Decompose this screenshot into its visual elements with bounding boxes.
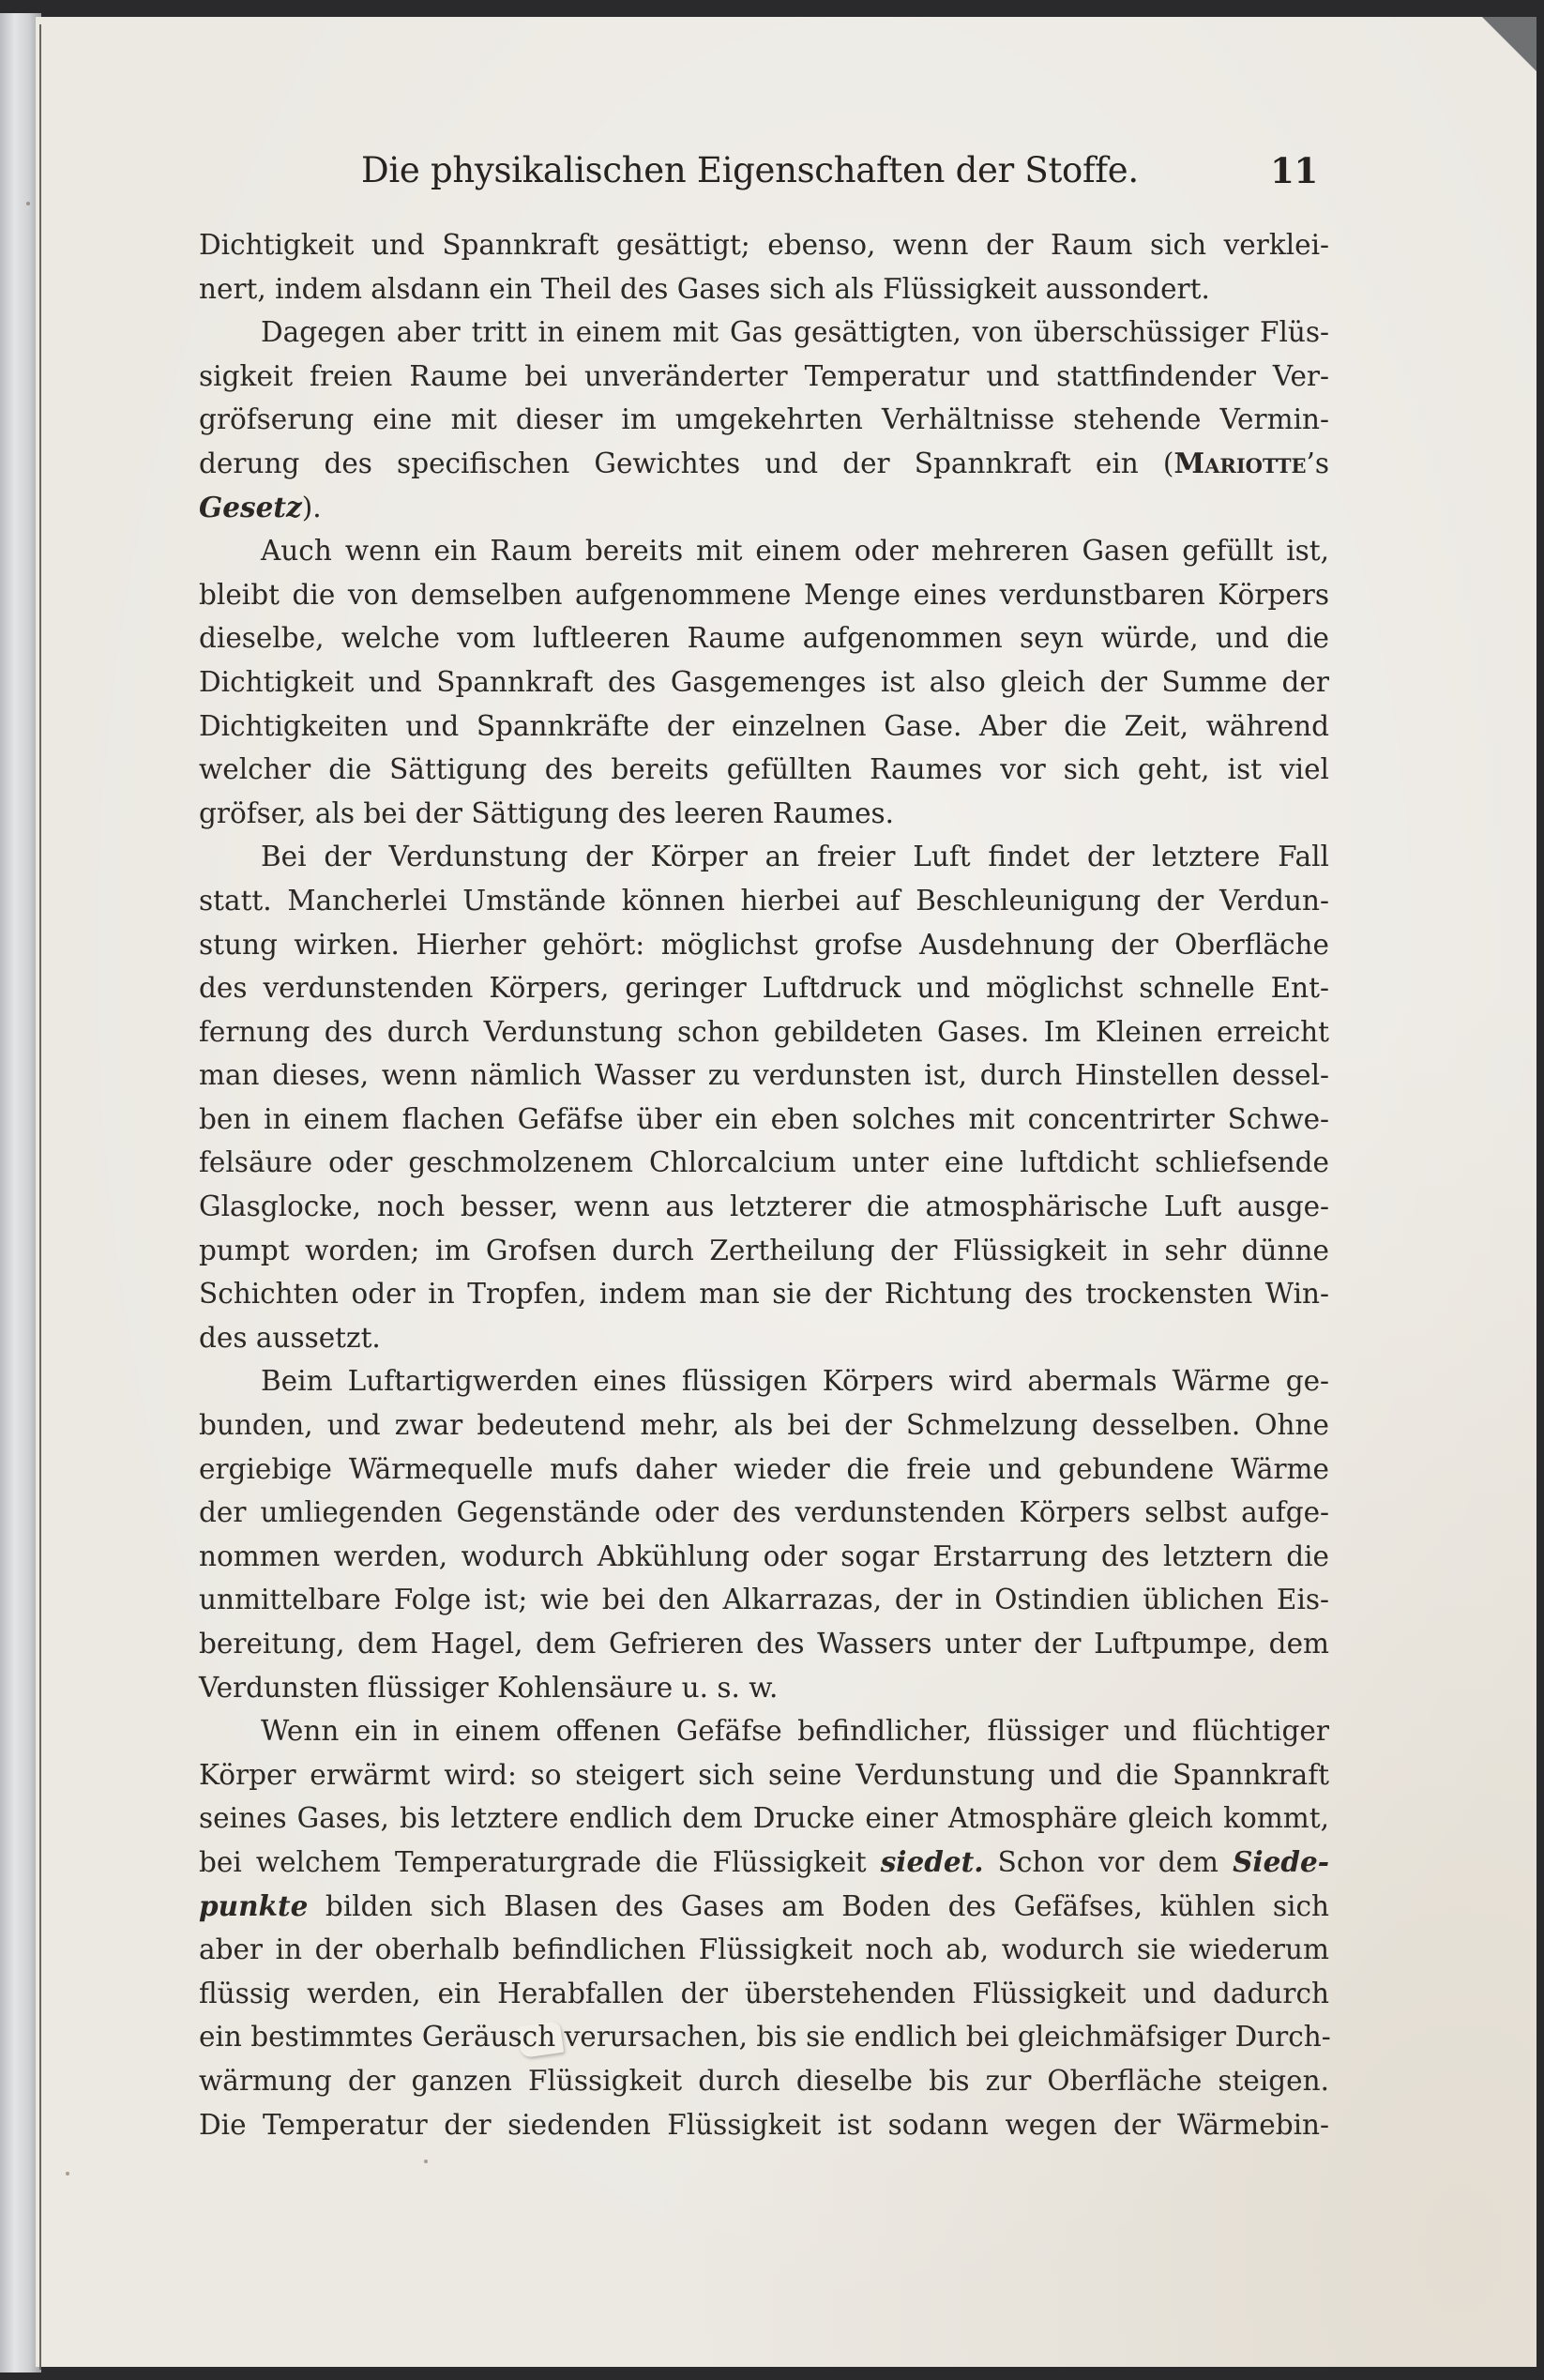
text-line [199,1709,1329,1753]
text-line [199,660,1329,705]
text-segment: bereitung, dem Hagel, dem Gefrieren des Wassers unter der Luftpumpe, dem [199,1628,1329,1660]
text-segment: flüssig werden, ein Herabfallen der überstehenden Flüssigkeit und dadurch [199,1977,1329,2009]
text-segment: gröfserung eine mit dieser im umgekehrten Verhältnisse stehende Vermin- [199,403,1329,436]
text-segment: bei welchem Temperaturgrade die Flüssigkeit [199,1845,881,1878]
text-line [199,1010,1329,1054]
emphasis-text: punkte [199,1888,309,1922]
text-line [199,355,1329,399]
body-text [199,223,1329,2146]
text-segment: welcher die Sättigung des bereits gefüllten Raumes vor sich geht, ist viel [199,753,1329,786]
text-line [199,1229,1329,1273]
text-segment: Verdunsten flüssiger Kohlensäure u. s. w. [199,1671,779,1704]
text-line [199,2103,1329,2147]
text-segment: derung des specifischen Gewichtes und der Spannkraft ein ( [199,447,1174,479]
text-segment: Auch wenn ein Raum bereits mit einem oder mehreren Gasen gefüllt ist, [261,535,1329,568]
text-line [199,792,1329,836]
text-segment: dieselbe, welche vom luftleeren Raume aufgenommen seyn würde, und die [199,622,1329,655]
text-line [199,1666,1329,1710]
text-segment: bunden, und zwar bedeutend mehr, als bei der Schmelzung desselben. Ohne [199,1409,1329,1442]
text-line [199,1841,1329,1885]
text-line [199,1403,1329,1448]
text-line [199,573,1329,617]
text-segment: unmittelbare Folge ist; wie bei den Alkarrazas, der in Ostindien üblichen Eis- [199,1584,1329,1616]
text-line [199,223,1329,267]
text-segment: wärmung der ganzen Flüssigkeit durch dieselbe bis zur Oberfläche steigen. [199,2064,1329,2097]
text-segment: man dieses, wenn nämlich Wasser zu verdunsten ist, durch Hinstellen dessel- [199,1059,1329,1092]
text-segment: Glasglocke, noch besser, wenn aus letzterer die atmosphärische Luft ausge- [199,1190,1329,1223]
text-segment: des verdunstenden Körpers, geringer Luftdruck und möglichst schnelle Ent- [199,972,1329,1005]
emphasis-text: Siede- [1233,1844,1329,1878]
text-line [199,1928,1329,1972]
text-segment: fernung des durch Verdunstung schon gebildeten Gases. Im Kleinen erreicht [199,1015,1329,1048]
text-line [199,1578,1329,1622]
text-line [199,1141,1329,1185]
text-segment: ein bestimmtes Geräusch verursachen, bis sie endlich bei gleichmäfsiger Durch- [199,2021,1331,2054]
paper-speck [424,2160,428,2163]
paper-speck [66,2172,69,2175]
text-line [199,1753,1329,1797]
text-segment: pumpt worden; im Grofsen durch Zertheilung der Flüssigkeit in sehr dünne [199,1234,1329,1266]
text-line [199,1272,1329,1316]
page-number: 11 [1270,150,1318,191]
text-line [199,1316,1329,1360]
text-segment: stung wirken. Hierher gehört: möglichst grofse Ausdehnung der Oberfläche [199,928,1329,961]
text-segment: Dagegen aber tritt in einem mit Gas gesättigten, von überschüssiger Flüs- [261,316,1329,349]
text-line [199,486,1329,530]
paper-speck [26,202,30,205]
running-head-title: Die physikalischen Eigenschaften der Stoffe. [361,150,1139,190]
text-segment: der umliegenden Gegenstände oder des verdunstenden Körpers selbst aufge- [199,1496,1329,1529]
text-line [199,1491,1329,1535]
text-line [199,748,1329,792]
text-segment: statt. Mancherlei Umstände können hierbei auf Beschleunigung der Verdun- [199,884,1329,917]
text-line [199,398,1329,442]
text-segment: ben in einem flachen Gefäfse über ein eben solches mit concentrirter Schwe- [199,1102,1329,1135]
text-line [199,2059,1329,2103]
text-line [199,1796,1329,1841]
text-line [199,1185,1329,1229]
text-line [199,616,1329,660]
text-line [199,835,1329,879]
text-segment: Dichtigkeit und Spannkraft des Gasgemenges ist also gleich der Summe der [199,665,1329,698]
text-line [199,1622,1329,1666]
emphasis-text: Gesetz [199,490,302,523]
text-line [199,879,1329,923]
text-segment: aber in der oberhalb befindlichen Flüssigkeit noch ab, wodurch sie wiederum [199,1933,1329,1966]
text-segment: Dichtigkeit und Spannkraft gesättigt; ebenso, wenn der Raum sich verklei- [199,229,1329,261]
text-segment: gröfser, als bei der Sättigung des leeren Raumes. [199,796,895,829]
text-line [199,1535,1329,1579]
text-line [199,1359,1329,1403]
text-segment: bleibt die von demselben aufgenommene Menge eines verdunstbaren Körpers [199,578,1329,611]
text-line [199,705,1329,749]
text-segment: des aussetzt. [199,1321,381,1354]
text-line [199,442,1329,486]
text-line [199,2015,1329,2059]
text-segment: Schon vor dem [983,1845,1234,1878]
text-line [199,1972,1329,2016]
text-segment: Körper erwärmt wird: so steigert sich seine Verdunstung und die Spannkraft [199,1758,1329,1791]
text-segment: seines Gases, bis letztere endlich dem Drucke einer Atmosphäre gleich kommt, [199,1802,1329,1835]
text-segment: Schichten oder in Tropfen, indem man sie der Richtung des trockensten Win- [199,1278,1329,1311]
text-segment: Die Temperatur der siedenden Flüssigkeit ist sodann wegen der Wärmebin- [199,2108,1329,2141]
text-segment: Dichtigkeiten und Spannkräfte der einzelnen Gase. Aber die Zeit, während [199,709,1329,742]
text-segment: ergiebige Wärmequelle mufs daher wieder die freie und gebundene Wärme [199,1452,1329,1485]
text-line [199,267,1329,311]
text-segment: felsäure oder geschmolzenem Chlorcalcium unter eine luftdicht schliefsende [199,1146,1329,1179]
text-segment: sigkeit freien Raume bei unveränderter Temperatur und stattfindender Ver- [199,359,1329,392]
text-segment: Bei der Verdunstung der Körper an freier Luft findet der letztere Fall [261,841,1329,873]
text-line [199,1885,1329,1929]
text-segment: ). [301,491,322,523]
text-line [199,1098,1329,1142]
text-line [199,1448,1329,1492]
text-segment: ’s [1306,447,1329,479]
text-segment: Wenn ein in einem offenen Gefäfse befindlicher, flüssiger und flüchtiger [261,1715,1329,1748]
text-line [199,529,1329,573]
text-line [199,1054,1329,1098]
text-segment: nommen werden, wodurch Abkühlung oder sogar Erstarrung des letztern die [199,1539,1329,1572]
running-head [361,150,1318,206]
page-corner-shadow [1482,17,1536,71]
text-line [199,923,1329,967]
text-segment: nert, indem alsdann ein Theil des Gases sich als Flüssigkeit aussondert. [199,272,1210,305]
text-segment: bilden sich Blasen des Gases am Boden des Gefäfses, kühlen sich [308,1889,1329,1922]
text-line [199,966,1329,1010]
text-segment: Beim Luftartigwerden eines flüssigen Körpers wird abermals Wärme ge- [261,1365,1329,1398]
emphasis-text: siedet. [880,1844,984,1878]
small-caps-name: Mariotte [1173,446,1307,479]
binding-edge-line [39,24,41,2370]
text-line [199,311,1329,355]
